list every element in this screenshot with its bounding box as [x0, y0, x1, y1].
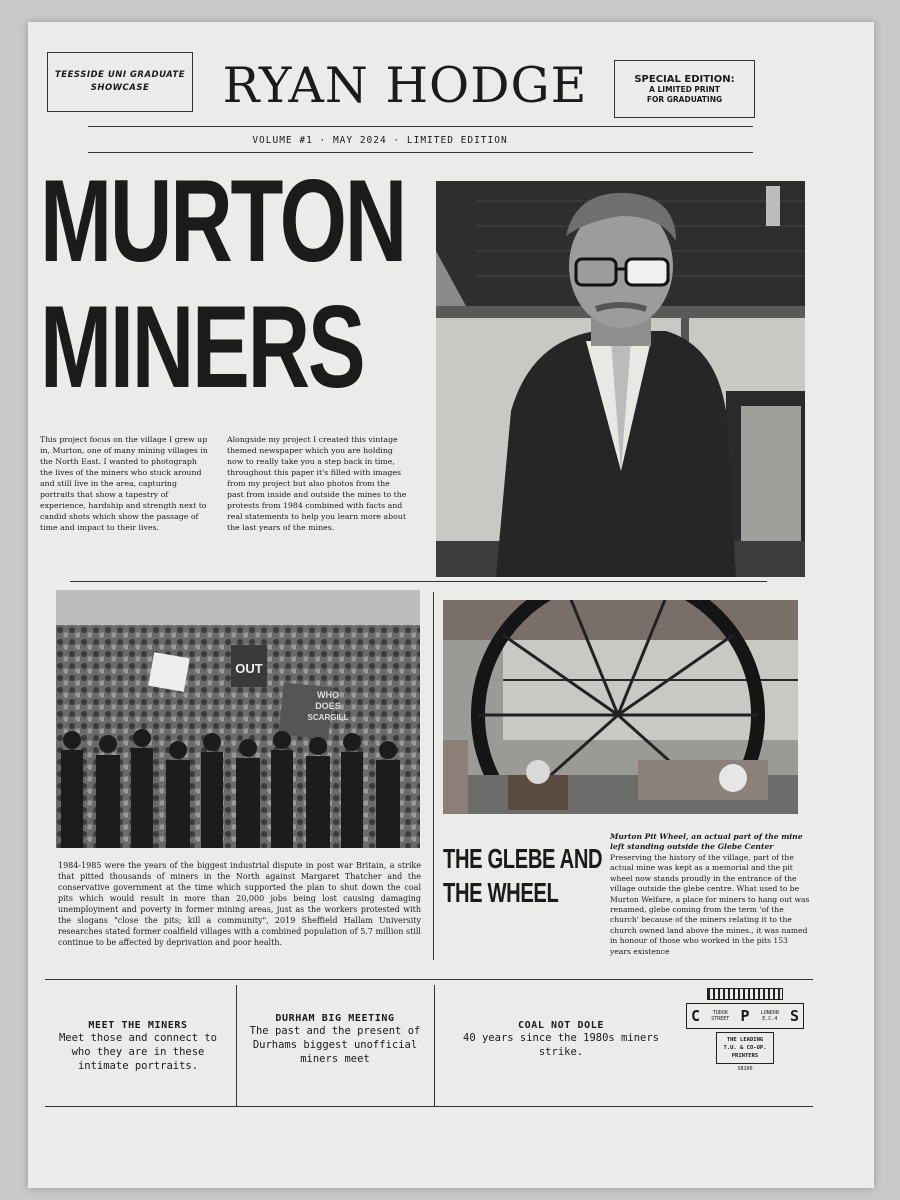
footer-divider-1 — [236, 985, 237, 1107]
wheel-headline — [443, 842, 602, 910]
footer-col-coal-not-dole — [448, 1020, 674, 1059]
footer-rule-bottom — [45, 1106, 813, 1107]
sign-who-line3: SCARGILL — [307, 713, 349, 722]
wheel-headline-line2: THE WHEEL — [443, 877, 559, 908]
miner-portrait-photo — [436, 181, 805, 577]
header-rule-bottom — [88, 152, 753, 153]
footer-col1-body: Meet those and connect to who they are in these intimate portraits. — [58, 1032, 218, 1072]
lead-headline — [40, 155, 406, 412]
column-divider — [433, 592, 434, 960]
logo-small-left: TUDOR STREET — [711, 1010, 730, 1022]
logo-code: SB100 — [737, 1066, 753, 1072]
special-edition-line2: A LIMITED PRINT — [649, 84, 720, 94]
logo-printers-box — [716, 1032, 774, 1064]
showcase-line2: SHOWCASE — [90, 83, 150, 93]
footer-col3-title: COAL NOT DOLE — [517, 1020, 605, 1031]
logo-line2: T.U. & CO-OP. — [723, 1045, 767, 1051]
footer-col-meet-miners — [48, 1020, 228, 1073]
logo-letter-s: S — [789, 1007, 799, 1025]
protest-article-body: 1984-1985 were the years of the biggest industrial dispute in post war Britain, a strike that pitted thousands of miners in the North against Margaret Thatcher and the conservative government at the time which supported the plan to shut down the coal pits which would result in more than 20,000 jobs being lost causing damaging unemployment and poverty in former mining areas, just as the workers protested with the slogans "close the pits; kill a community", 2019 Sheffield Hallam University researches stated former coalfield villages with a combined population of 5.7 million still continue to be affected by deprivation and poor health. — [58, 861, 421, 947]
graduate-showcase-box — [47, 52, 193, 112]
logo-small-right: LONDON E.C.4 — [760, 1010, 779, 1022]
special-edition-line3: FOR GRADUATING — [646, 94, 723, 104]
headline-line2: MINERS — [40, 281, 364, 412]
footer-divider-2 — [434, 985, 435, 1107]
sign-who-line1: WHO — [317, 690, 339, 700]
printers-logo — [686, 988, 804, 1100]
logo-line3: PRINTERS — [731, 1053, 759, 1059]
footer-col1-title: MEET THE MINERS — [88, 1020, 188, 1031]
headline-line1: MURTON — [40, 155, 406, 286]
intro-column-1: This project focus on the village I grew up in, Murton, one of many mining villages in the North East. I wanted to photograph the lives of the miners who stuck around and still live in the area, capturing portraits that show a tapestry of experience, hardship and strength next to candid shots which show the passage of time and impact to their lives. — [40, 435, 208, 532]
intro-column-2: Alongside my project I created this vintage themed newspaper which you are holding now to really take you a step back in time, throughout this paper it's filled with images from my project but also photos from the past from inside and outside the mines to the protests from 1984 combined with facts and real statements to help you learn more about the last years of the mines. — [227, 435, 407, 532]
logo-ornament-top — [707, 988, 783, 1000]
logo-letter-p: P — [740, 1007, 750, 1025]
footer-col2-title: DURHAM BIG MEETING — [275, 1013, 395, 1024]
wheel-photo-caption: Murton Pit Wheel, an actual part of the mine left standing outside the Glebe Center — [610, 832, 803, 851]
special-edition-box — [614, 60, 755, 118]
header-rule-top — [88, 126, 753, 127]
footer-rule-top — [45, 979, 813, 980]
logo-letter-c: C — [691, 1007, 701, 1025]
volume-line: VOLUME #1 · MAY 2024 · LIMITED EDITION — [252, 135, 508, 146]
wheel-headline-line1: THE GLEBE AND — [443, 843, 603, 874]
logo-line1: THE LEADING — [726, 1037, 764, 1043]
footer-col3-body: 40 years since the 1980s miners strike. — [463, 1032, 659, 1058]
special-edition-title: SPECIAL EDITION: — [634, 73, 735, 85]
masthead: RYAN HODGE — [222, 57, 588, 114]
sign-out-text: OUT — [235, 661, 263, 676]
section-rule — [70, 581, 767, 582]
pit-wheel-photo — [443, 600, 798, 814]
showcase-line1: TEESSIDE UNI GRADUATE — [54, 70, 186, 80]
protest-crowd-photo — [56, 590, 420, 848]
sign-who-line2: DOES — [315, 701, 341, 711]
wheel-article-body: Preserving the history of the village, part of the actual mine was kept as a memorial and the pit wheel now stands proudly in the entrance of the village outside the glebe centre. What used to be Murton Welfare, a place for miners to hang out was renamed, glebe coming from the term 'of the church' because of the miners relating it to the church owned land above the mines., it was named in honour of those who worked in the pits 153 years existence — [610, 853, 810, 956]
logo-letter-band — [686, 1003, 804, 1029]
footer-col-durham — [242, 1013, 428, 1066]
footer-col2-body: The past and the present of Durhams biggest unofficial miners meet — [249, 1025, 421, 1065]
